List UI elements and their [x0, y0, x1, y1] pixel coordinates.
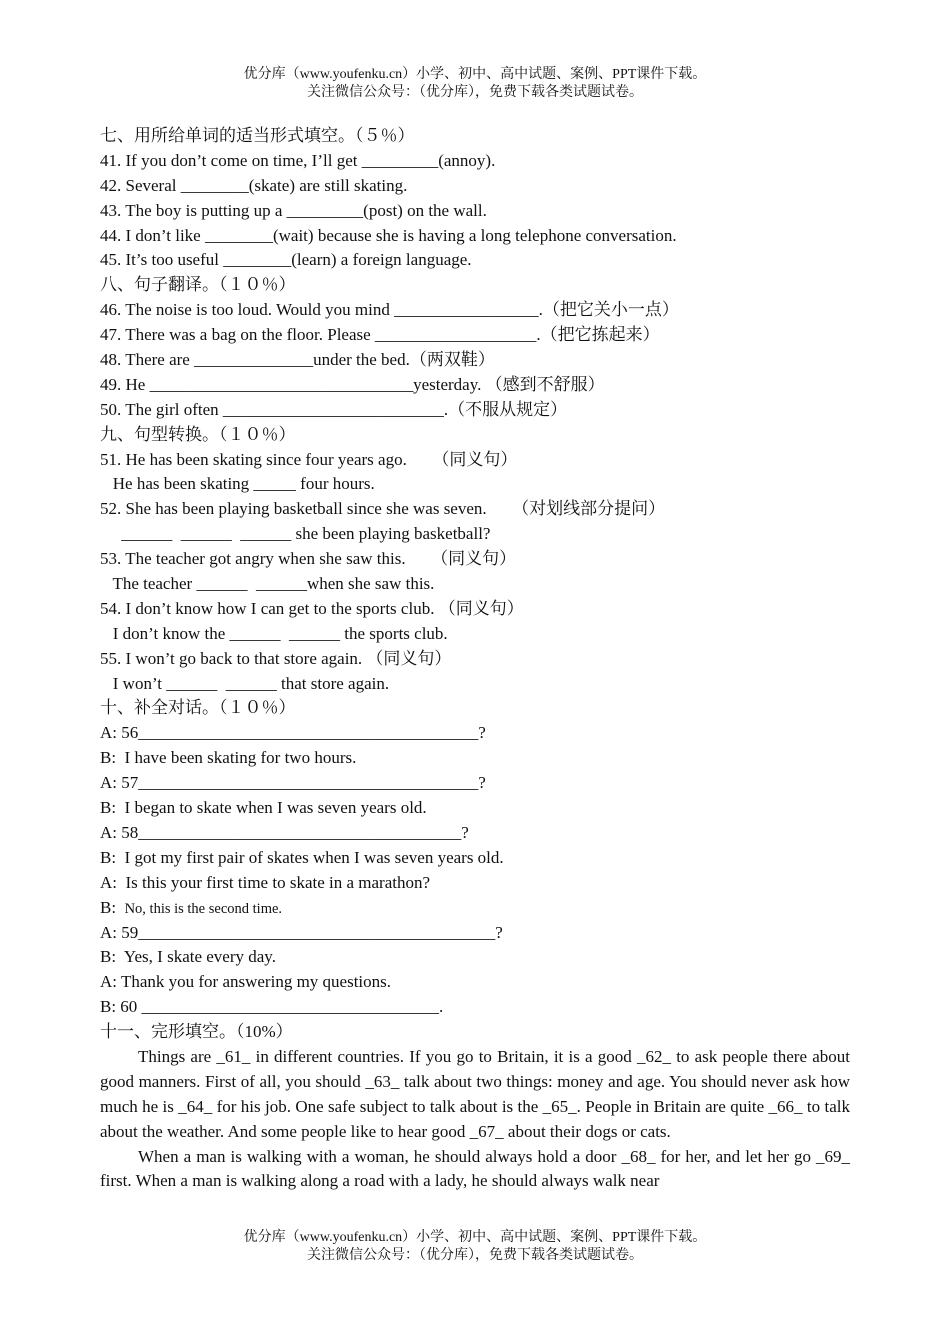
question-47: 47. There was a bag on the floor. Please ___________________.（把它拣起来）	[100, 325, 660, 345]
question-54: 54. I don’t know how I can get to the sports club. （同义句）	[100, 598, 524, 618]
question-43: 43. The boy is putting up a _________(post) on the wall.	[100, 200, 487, 220]
question-42: 42. Several ________(skate) are still skating.	[100, 175, 408, 195]
section-7-title: 七、用所给单词的适当形式填空。（５％）	[100, 126, 415, 145]
dialog-speaker-b: B:	[100, 897, 125, 917]
dialog-line-10: B: Yes, I skate every day.	[100, 947, 276, 967]
question-49: 49. He _______________________________yesterday. （感到不舒服）	[100, 374, 605, 394]
section-9-title: 九、句型转换。（１０％）	[100, 424, 296, 444]
question-53-rewrite: The teacher ______ ______when she saw this.	[100, 574, 435, 594]
question-52-rewrite: ______ ______ ______ she been playing basketball?	[100, 524, 491, 544]
dialog-line-9: A: 59__________________________________________?	[100, 922, 503, 942]
question-53: 53. The teacher got angry when she saw this. （同义句）	[100, 549, 517, 569]
worksheet-content	[100, 124, 850, 1194]
question-55: 55. I won’t go back to that store again. （同义句）	[100, 648, 452, 668]
question-46: 46. The noise is too loud. Would you mind _________________.（把它关小一点）	[100, 300, 679, 320]
cloze-paragraph-2: When a man is walking with a woman, he should always hold a door _68_ for her, and let her go _69_ first. When a man is walking along a road with a lady, he should always walk near	[100, 1146, 850, 1191]
header-line-2: 关注微信公众号：（优分库），免费下载各类试题试卷。	[307, 85, 643, 100]
section-10-title: 十、补全对话。（１０％）	[100, 698, 296, 718]
section-11-title: 十一、完形填空。（10%）	[100, 1022, 293, 1042]
question-50: 50. The girl often __________________________.（不服从规定）	[100, 399, 568, 419]
page-header	[0, 66, 950, 102]
header-line-1: 优分库（www.youfenku.cn）小学、初中、高中试题、案例、PPT课件下载。	[243, 67, 707, 82]
question-45: 45. It’s too useful ________(learn) a foreign language.	[100, 250, 472, 270]
dialog-line-1: A: 56________________________________________?	[100, 723, 486, 743]
dialog-line-12: B: 60 ___________________________________.	[100, 997, 444, 1017]
section-8-title: 八、句子翻译。（１０％）	[100, 275, 296, 295]
question-54-rewrite: I don’t know the ______ ______ the sports club.	[100, 623, 448, 643]
question-51: 51. He has been skating since four years ago. （同义句）	[100, 449, 518, 469]
question-52: 52. She has been playing basketball since she was seven. （对划线部分提问）	[100, 499, 666, 519]
dialog-line-5: A: 58______________________________________?	[100, 822, 469, 842]
question-55-rewrite: I won’t ______ ______ that store again.	[100, 673, 390, 693]
footer-line-2: 关注微信公众号：（优分库），免费下载各类试题试卷。	[307, 1248, 643, 1263]
dialog-small-answer: No, this is the second time.	[124, 900, 283, 917]
dialog-line-6: B: I got my first pair of skates when I was seven years old.	[100, 847, 504, 867]
dialog-line-3: A: 57________________________________________?	[100, 773, 486, 793]
footer-line-1: 优分库（www.youfenku.cn）小学、初中、高中试题、案例、PPT课件下载。	[243, 1230, 707, 1245]
question-51-rewrite: He has been skating _____ four hours.	[100, 474, 375, 494]
question-44: 44. I don’t like ________(wait) because she is having a long telephone conversation.	[100, 225, 677, 245]
dialog-line-7: A: Is this your first time to skate in a marathon?	[100, 872, 431, 892]
question-48: 48. There are ______________under the bed.（两双鞋）	[100, 350, 495, 370]
question-41: 41. If you don’t come on time, I’ll get _________(annoy).	[100, 150, 496, 170]
cloze-paragraph-1: Things are _61_ in different countries. If you go to Britain, it is a good _62_ to ask people there about good manners. First of all, you should _63_ talk about two things: money and age. You should never ask how much he is _64_ for his job. One safe subject to talk about is the _65_. People in Britain are quite _66_ to talk about the weather. And some people like to hear good _67_ about their dogs or cats.	[100, 1046, 850, 1141]
page-footer	[0, 1229, 950, 1265]
dialog-line-2: B: I have been skating for two hours.	[100, 748, 357, 768]
dialog-line-11: A: Thank you for answering my questions.	[100, 972, 392, 992]
dialog-line-4: B: I began to skate when I was seven years old.	[100, 798, 427, 818]
dialog-line-8	[100, 896, 850, 921]
